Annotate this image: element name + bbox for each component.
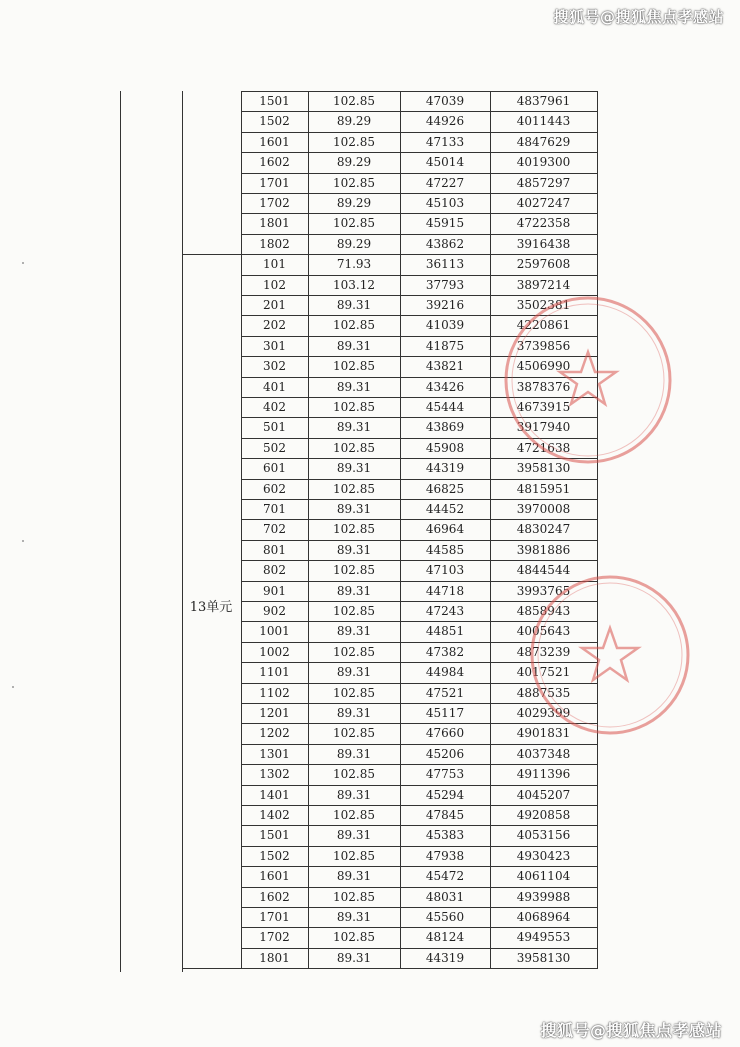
total-price-cell: 3970008: [516, 502, 571, 516]
area-cell: 89.29: [336, 155, 372, 170]
total-price-cell: 4721638: [516, 440, 571, 455]
area-cell: 89.31: [336, 583, 372, 598]
area-cell: 102.85: [333, 175, 375, 190]
scan-speck: [22, 540, 24, 542]
room-number-cell: 1102: [259, 685, 290, 700]
unit-price-cell: 45908: [425, 440, 465, 455]
unit-price-cell: 43821: [425, 359, 465, 374]
area-cell: 89.31: [336, 787, 372, 802]
room-number-cell: 901: [263, 583, 286, 598]
total-price-cell: 4939988: [516, 889, 571, 904]
room-number-cell: 401: [263, 379, 286, 394]
total-price-cell: 4911396: [516, 767, 571, 782]
total-price-cell: 4873239: [516, 644, 571, 659]
unit-price-cell: 44718: [425, 583, 465, 598]
room-number-cell: 702: [263, 522, 286, 537]
room-number-cell: 102: [263, 277, 286, 292]
area-cell: 102.85: [333, 359, 375, 374]
area-cell: 102.85: [333, 848, 375, 863]
area-cell: 89.31: [336, 869, 372, 884]
total-price-cell: 3958130: [516, 461, 571, 476]
area-cell: 102.85: [333, 685, 375, 700]
total-price-cell: 4011443: [516, 114, 571, 129]
area-cell: 89.29: [336, 196, 372, 210]
table-vline: [120, 91, 121, 972]
total-price-cell: 4722358: [516, 216, 571, 231]
room-number-cell: 101: [263, 257, 286, 272]
area-cell: 102.85: [333, 930, 375, 945]
room-number-cell: 1702: [259, 930, 290, 945]
unit-price-cell: 47521: [425, 685, 465, 700]
unit-price-cell: 45294: [425, 787, 465, 802]
unit-price-cell: 43869: [425, 420, 465, 435]
room-number-cell: 1701: [259, 910, 290, 924]
area-cell: 102.85: [333, 726, 375, 741]
unit-price-cell: 45014: [425, 155, 465, 170]
area-cell: 103.12: [333, 277, 375, 292]
area-cell: 89.31: [336, 746, 372, 761]
area-cell: 89.29: [336, 114, 372, 129]
total-price-cell: 3739856: [516, 338, 571, 353]
total-price-cell: 4027247: [516, 196, 571, 210]
unit-price-cell: 47753: [425, 767, 465, 782]
area-cell: 102.85: [333, 94, 375, 108]
room-number-cell: 1001: [259, 624, 290, 639]
area-cell: 102.85: [333, 400, 375, 414]
area-cell: 102.85: [333, 644, 375, 659]
unit-price-cell: 41039: [425, 318, 465, 333]
area-cell: 102.85: [333, 808, 375, 822]
unit-label: 13单元: [189, 600, 233, 615]
unit-price-cell: 44452: [425, 502, 465, 516]
unit-price-cell: 47227: [425, 175, 465, 190]
total-price-cell: 4017521: [516, 665, 571, 680]
room-number-cell: 1101: [259, 665, 290, 680]
area-cell: 89.31: [336, 461, 372, 476]
unit-price-cell: 45444: [425, 400, 465, 414]
total-price-cell: 4019300: [516, 155, 571, 170]
room-number-cell: 301: [263, 338, 286, 353]
room-number-cell: 801: [263, 542, 286, 557]
scan-speck: [22, 262, 24, 264]
area-cell: 102.85: [333, 318, 375, 333]
room-number-cell: 1602: [259, 889, 290, 904]
total-price-cell: 3917940: [516, 420, 571, 435]
room-number-cell: 1002: [259, 644, 290, 659]
area-cell: 89.31: [336, 624, 372, 639]
total-price-cell: 4844544: [516, 563, 571, 578]
total-price-cell: 4815951: [516, 481, 571, 496]
total-price-cell: 4061104: [516, 869, 571, 884]
room-number-cell: 1501: [259, 828, 290, 843]
area-cell: 89.31: [336, 502, 372, 516]
unit-price-cell: 47243: [425, 604, 465, 618]
unit-price-cell: 46964: [425, 522, 465, 537]
area-cell: 89.31: [336, 542, 372, 557]
unit-price-cell: 44926: [425, 114, 465, 129]
unit-price-cell: 47938: [425, 848, 465, 863]
unit-price-cell: 45103: [425, 196, 465, 210]
room-number-cell: 1601: [259, 134, 290, 149]
unit-price-cell: 45560: [425, 910, 465, 924]
room-number-cell: 1601: [259, 869, 290, 884]
total-price-cell: 4920858: [516, 808, 571, 822]
unit-price-cell: 47039: [425, 94, 465, 108]
unit-price-cell: 46825: [425, 481, 465, 496]
area-cell: 102.85: [333, 481, 375, 496]
unit-price-cell: 47133: [425, 134, 465, 149]
area-cell: 102.85: [333, 767, 375, 782]
total-price-cell: 3981886: [516, 542, 571, 557]
total-price-cell: 4830247: [516, 522, 571, 537]
room-number-cell: 1502: [259, 114, 290, 129]
total-price-cell: 3916438: [516, 236, 571, 251]
unit-price-cell: 44319: [425, 461, 465, 476]
table-hline: [241, 968, 598, 969]
room-number-cell: 1401: [259, 787, 290, 802]
unit-price-cell: 44851: [425, 624, 465, 639]
scan-speck: [12, 686, 14, 688]
room-number-cell: 1201: [259, 706, 290, 720]
unit-price-cell: 48124: [425, 930, 465, 945]
total-price-cell: 4220861: [516, 318, 571, 333]
area-cell: 89.31: [336, 420, 372, 435]
area-cell: 102.85: [333, 604, 375, 618]
total-price-cell: 3993765: [516, 583, 571, 598]
room-number-cell: 1301: [259, 746, 290, 761]
unit-price-cell: 48031: [425, 889, 465, 904]
area-cell: 89.29: [336, 236, 372, 251]
total-price-cell: 4949553: [516, 930, 571, 945]
room-number-cell: 701: [263, 502, 286, 516]
area-cell: 102.85: [333, 522, 375, 537]
area-cell: 102.85: [333, 563, 375, 578]
watermark-top: 搜狐号@搜狐焦点孝感站: [553, 8, 724, 26]
total-price-cell: 4029399: [516, 706, 571, 720]
room-number-cell: 1701: [259, 175, 290, 190]
total-price-cell: 3878376: [516, 379, 571, 394]
room-number-cell: 1501: [259, 94, 290, 108]
unit-price-cell: 36113: [425, 257, 465, 272]
total-price-cell: 4887535: [516, 685, 571, 700]
unit-price-cell: 43862: [425, 236, 465, 251]
total-price-cell: 3897214: [516, 277, 571, 292]
total-price-cell: 4673915: [516, 400, 571, 414]
area-cell: 89.31: [336, 298, 372, 312]
area-cell: 102.85: [333, 440, 375, 455]
total-price-cell: 3502381: [516, 298, 571, 312]
room-number-cell: 202: [263, 318, 286, 333]
total-price-cell: 4506990: [516, 359, 571, 374]
watermark-bottom: 搜狐号@搜狐焦点孝感站: [540, 1021, 722, 1040]
unit-price-cell: 44984: [425, 665, 465, 680]
room-number-cell: 802: [263, 563, 286, 578]
room-number-cell: 602: [263, 481, 286, 496]
total-price-cell: 4045207: [516, 787, 571, 802]
unit-price-cell: 45206: [425, 746, 465, 761]
area-cell: 102.85: [333, 134, 375, 149]
total-price-cell: 4930423: [516, 848, 571, 863]
room-number-cell: 1602: [259, 155, 290, 170]
room-number-cell: 1402: [259, 808, 290, 822]
unit-price-cell: 39216: [425, 298, 465, 312]
total-price-cell: 4037348: [516, 746, 571, 761]
room-number-cell: 1502: [259, 848, 290, 863]
total-price-cell: 4005643: [516, 624, 571, 639]
room-number-cell: 1202: [259, 726, 290, 741]
unit-price-cell: 47103: [425, 563, 465, 578]
area-cell: 89.31: [336, 665, 372, 680]
room-number-cell: 1801: [259, 216, 290, 231]
area-cell: 89.31: [336, 706, 372, 720]
room-number-cell: 1802: [259, 236, 290, 251]
unit-price-cell: 41875: [425, 338, 465, 353]
unit-price-cell: 45383: [425, 828, 465, 843]
room-number-cell: 1801: [259, 950, 290, 965]
room-number-cell: 201: [263, 298, 286, 312]
room-number-cell: 601: [263, 461, 286, 476]
table-vline: [597, 91, 598, 968]
area-cell: 89.31: [336, 379, 372, 394]
total-price-cell: 4068964: [516, 910, 571, 924]
area-cell: 89.31: [336, 338, 372, 353]
unit-price-cell: 47382: [425, 644, 465, 659]
total-price-cell: 4053156: [516, 828, 571, 843]
unit-price-cell: 44319: [425, 950, 465, 965]
unit-price-cell: 44585: [425, 542, 465, 557]
total-price-cell: 4837961: [516, 94, 571, 108]
unit-price-cell: 45915: [425, 216, 465, 231]
area-cell: 102.85: [333, 216, 375, 231]
area-cell: 89.31: [336, 950, 372, 965]
room-number-cell: 302: [263, 359, 286, 374]
room-number-cell: 501: [263, 420, 286, 435]
room-number-cell: 1302: [259, 767, 290, 782]
total-price-cell: 4901831: [516, 726, 571, 741]
room-number-cell: 1702: [259, 196, 290, 210]
table-hline: [182, 254, 241, 255]
total-price-cell: 2597608: [516, 257, 571, 272]
total-price-cell: 3958130: [516, 950, 571, 965]
unit-price-cell: 45117: [425, 706, 465, 720]
room-number-cell: 502: [263, 440, 286, 455]
unit-price-cell: 45472: [425, 869, 465, 884]
table-hline: [182, 968, 241, 969]
unit-price-cell: 47660: [425, 726, 465, 741]
total-price-cell: 4857297: [516, 175, 571, 190]
unit-price-cell: 47845: [425, 808, 465, 822]
area-cell: 89.31: [336, 828, 372, 843]
room-number-cell: 902: [263, 604, 286, 618]
room-number-cell: 402: [263, 400, 286, 414]
unit-price-cell: 37793: [425, 277, 465, 292]
total-price-cell: 4847629: [516, 134, 571, 149]
area-cell: 102.85: [333, 889, 375, 904]
area-cell: 71.93: [336, 257, 372, 272]
unit-price-cell: 43426: [425, 379, 465, 394]
total-price-cell: 4858943: [516, 604, 571, 618]
area-cell: 89.31: [336, 910, 372, 924]
table-vline: [182, 91, 183, 972]
